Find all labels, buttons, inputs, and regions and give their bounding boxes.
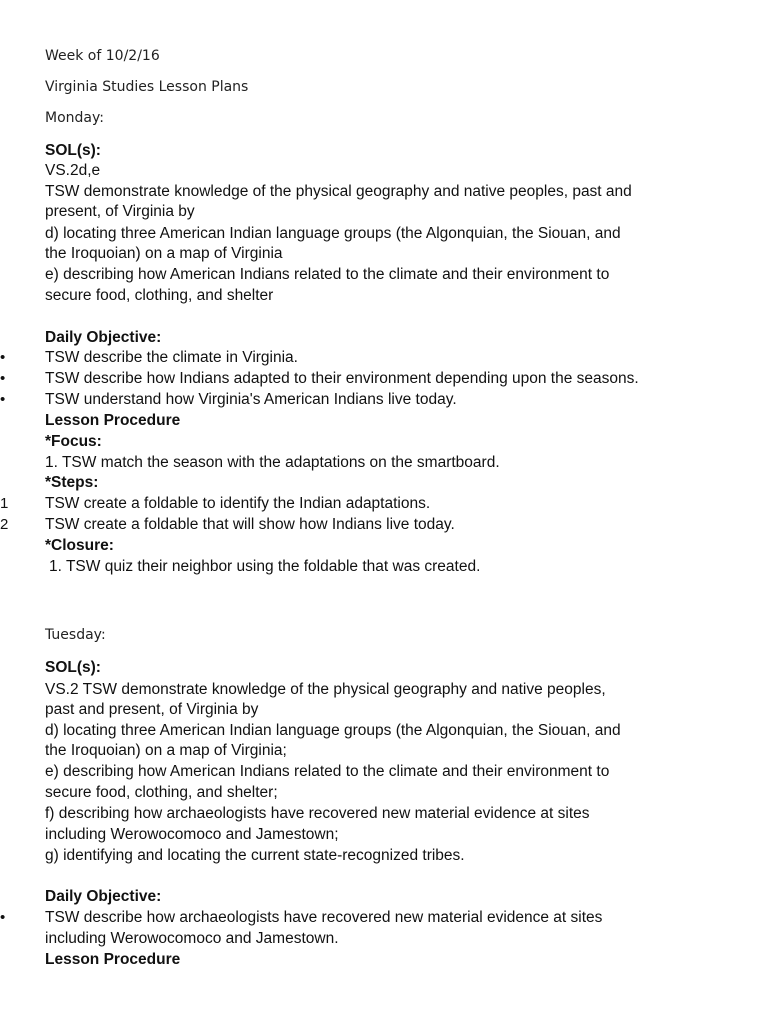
monday-focus-item: 1. TSW match the season with the adaptations on the smartboard. — [45, 454, 500, 471]
tuesday-sol-line: the Iroquoian) on a map of Virginia; — [45, 742, 287, 759]
bullet-icon: • — [0, 909, 6, 926]
monday-steps-heading: *Steps: — [45, 474, 99, 491]
monday-step-item: TSW create a foldable to identify the Indian adaptations. — [45, 495, 431, 512]
monday-sol-line: d) locating three American Indian language groups (the Algonquian, the Siouan, and — [45, 225, 621, 242]
monday-sol-heading: SOL(s): — [45, 142, 101, 159]
monday-objective-item: TSW understand how Virginia's American Indians live today. — [45, 391, 457, 408]
monday-objective-heading: Daily Objective: — [45, 329, 162, 346]
tuesday-sol-line: past and present, of Virginia by — [45, 701, 259, 718]
step-number: 1 — [0, 495, 9, 512]
tuesday-sol-line: secure food, clothing, and shelter; — [45, 784, 278, 801]
tuesday-sol-line: g) identifying and locating the current state-recognized tribes. — [45, 847, 465, 864]
bullet-icon: • — [0, 349, 6, 366]
monday-objective-item: TSW describe how Indians adapted to their environment depending upon the seasons. — [45, 370, 639, 387]
monday-closure-item: 1. TSW quiz their neighbor using the foldable that was created. — [49, 558, 481, 575]
monday-sol-code: VS.2d,e — [45, 162, 101, 179]
monday-sol-line: TSW demonstrate knowledge of the physical geography and native peoples, past and — [45, 183, 632, 200]
monday-procedure-heading: Lesson Procedure — [45, 412, 181, 429]
monday-sol-line: secure food, clothing, and shelter — [45, 287, 274, 304]
monday-focus-heading: *Focus: — [45, 433, 102, 450]
tuesday-sol-line: e) describing how American Indians related to the climate and their environment to — [45, 763, 610, 780]
monday-step-item: TSW create a foldable that will show how Indians live today. — [45, 516, 455, 533]
bullet-icon: • — [0, 391, 6, 408]
tuesday-objective-item: including Werowocomoco and Jamestown. — [45, 930, 339, 947]
tuesday-heading: Tuesday: — [45, 627, 106, 643]
monday-sol-line: e) describing how American Indians related to the climate and their environment to — [45, 266, 610, 283]
monday-sol-line: the Iroquoian) on a map of Virginia — [45, 245, 283, 262]
step-number: 2 — [0, 516, 9, 533]
monday-sol-line: present, of Virginia by — [45, 203, 195, 220]
week-label: Week of 10/2/16 — [45, 48, 160, 64]
document-title: Virginia Studies Lesson Plans — [45, 79, 249, 95]
tuesday-sol-line: f) describing how archaeologists have recovered new material evidence at sites — [45, 805, 590, 822]
monday-closure-heading: *Closure: — [45, 537, 114, 554]
tuesday-sol-line: d) locating three American Indian language groups (the Algonquian, the Siouan, and — [45, 722, 621, 739]
monday-objective-item: TSW describe the climate in Virginia. — [45, 349, 298, 366]
tuesday-sol-heading: SOL(s): — [45, 659, 101, 676]
bullet-icon: • — [0, 370, 6, 387]
tuesday-objective-item: TSW describe how archaeologists have recovered new material evidence at sites — [45, 909, 603, 926]
tuesday-objective-heading: Daily Objective: — [45, 888, 162, 905]
tuesday-sol-line: VS.2 TSW demonstrate knowledge of the physical geography and native peoples, — [45, 681, 606, 698]
tuesday-procedure-heading: Lesson Procedure — [45, 951, 181, 968]
monday-heading: Monday: — [45, 110, 104, 126]
tuesday-sol-line: including Werowocomoco and Jamestown; — [45, 826, 339, 843]
